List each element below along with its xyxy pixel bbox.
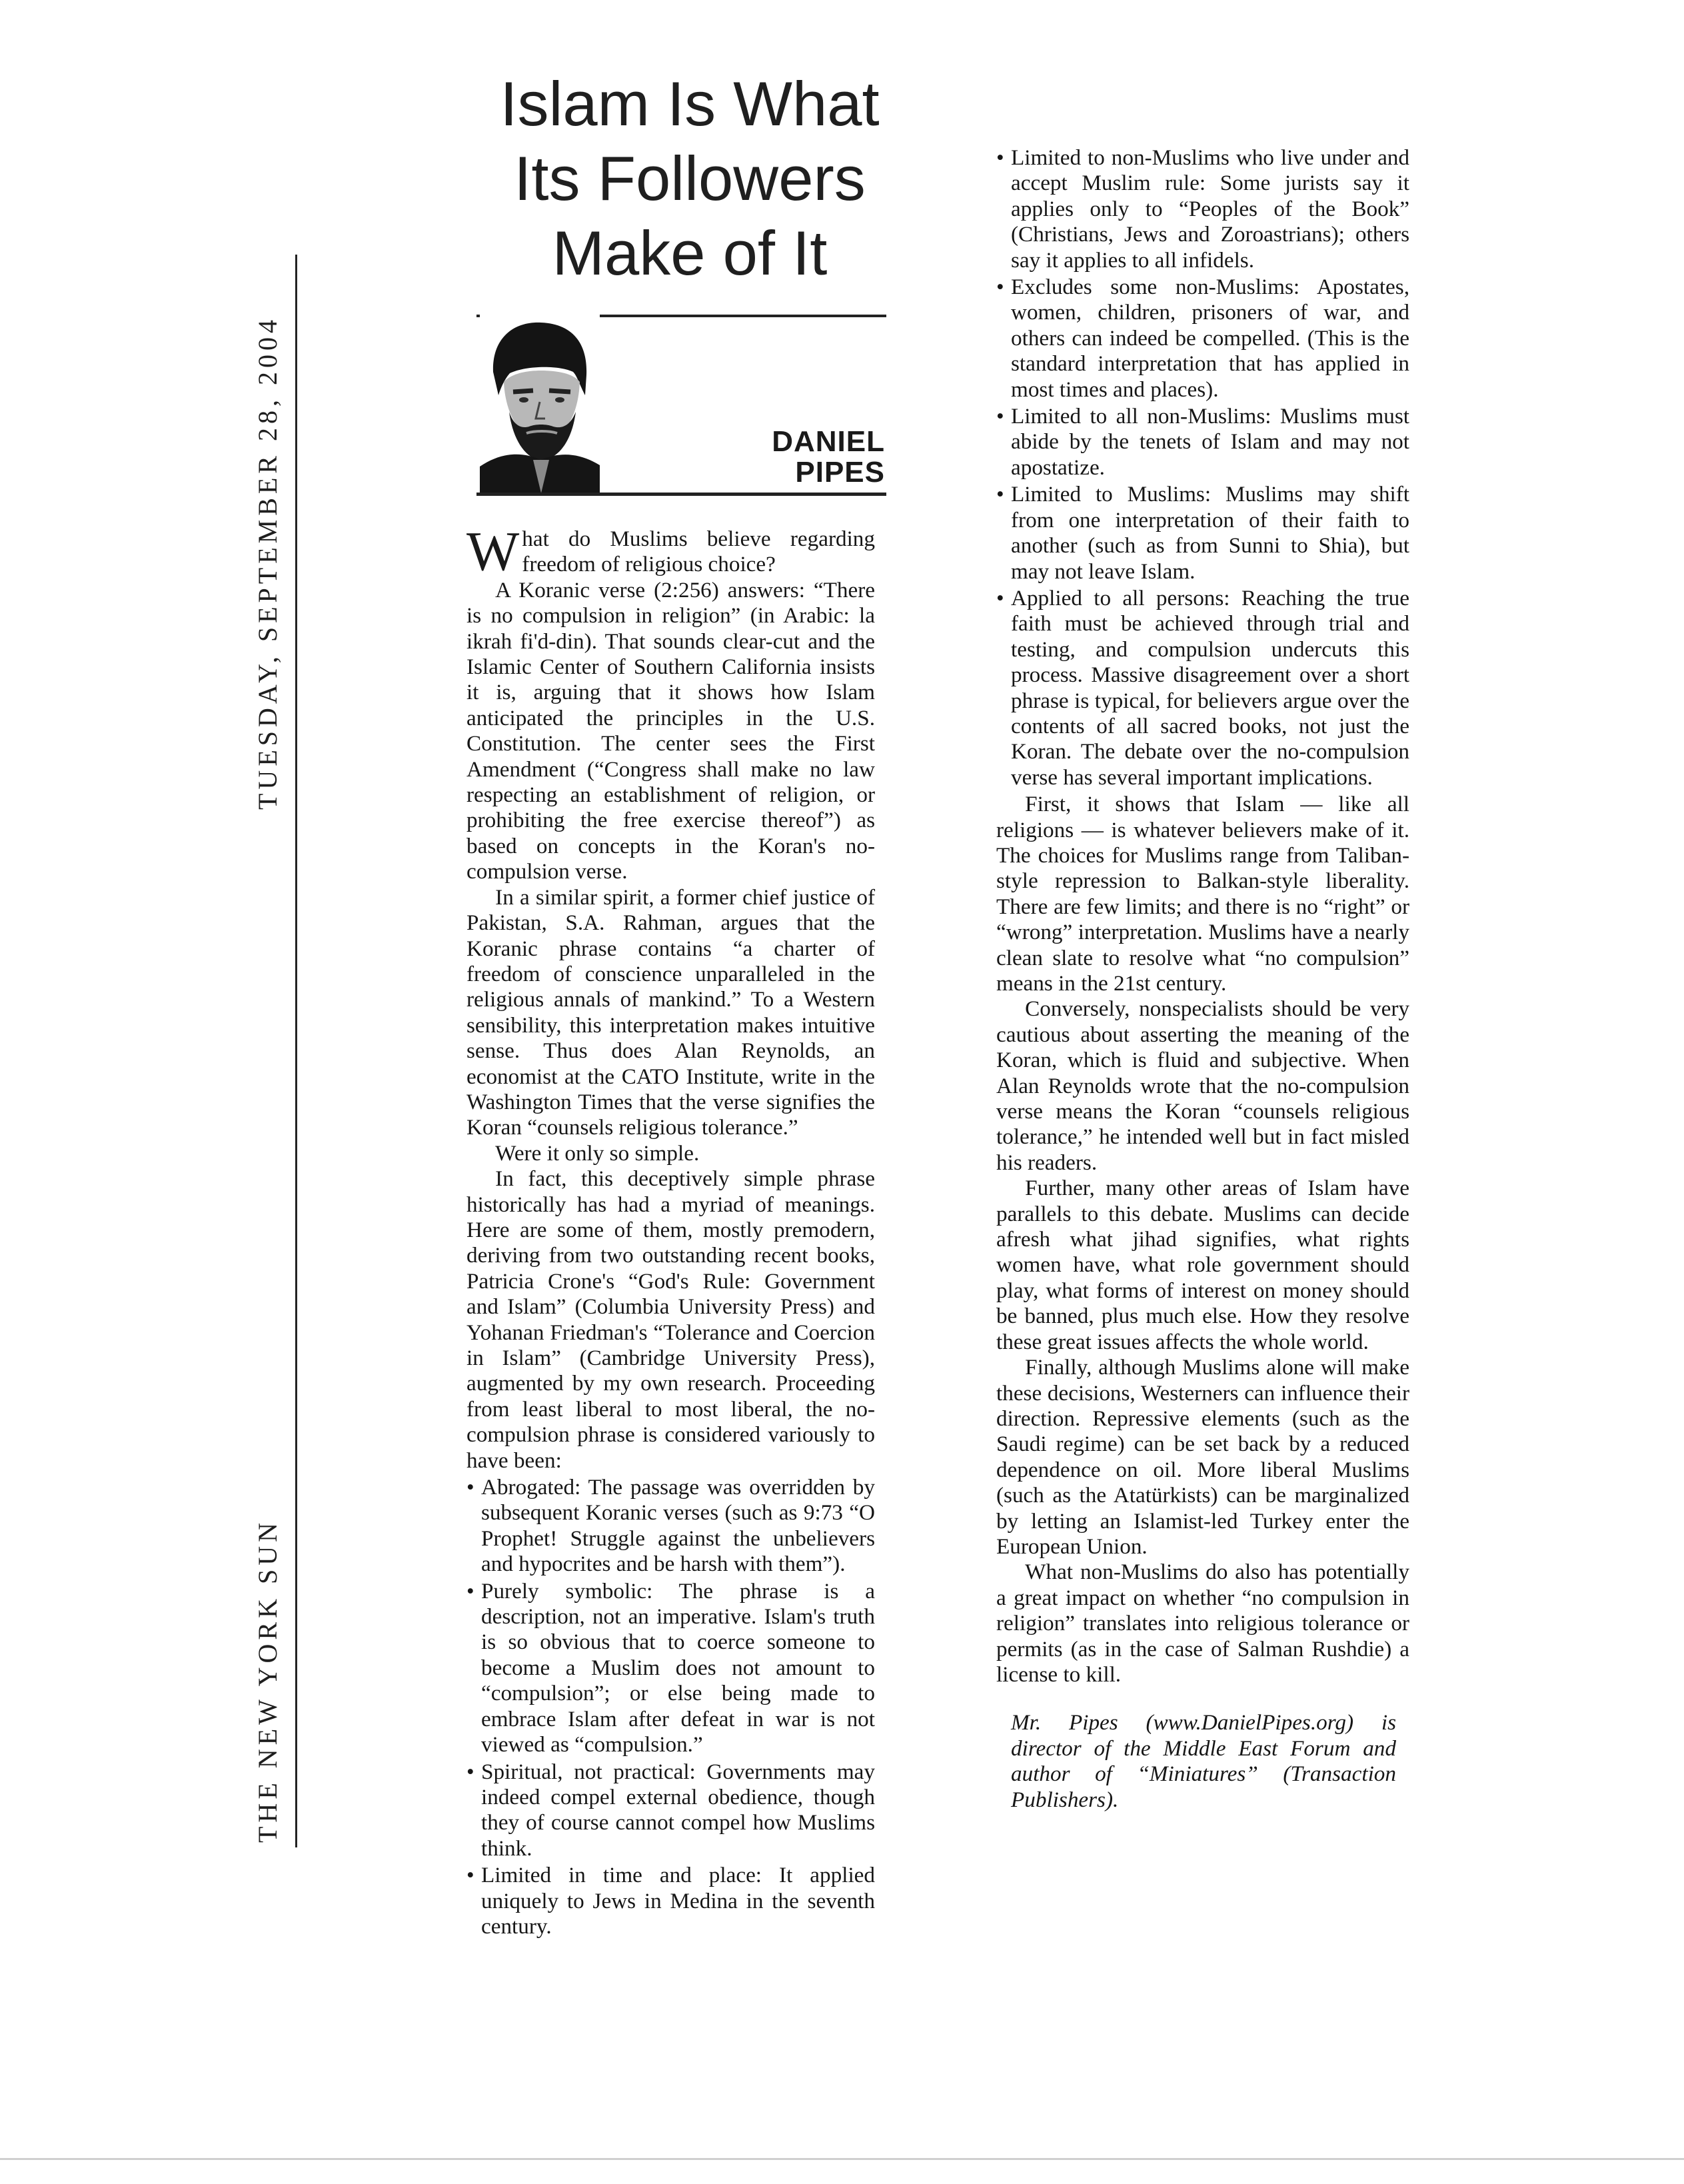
list-item xyxy=(466,1863,875,1939)
article-column-2 xyxy=(996,144,1409,1813)
paragraph: A Koranic verse (2:256) answers: “There is no compulsion in religion” (in Arabic: la ikrah fi'd-din). That sounds clear-cut and the Islamic Center of Southern California insists it is, arguing that it shows how Islam anticipated the principles in the U.S. Constitution. The center sees the First Amendment (“Congress shall make no law respecting an establishment of religion, or prohibiting the free exercise thereof”) as based on concepts in the Koran's no-compulsion verse. xyxy=(466,577,875,884)
bullet-icon: • xyxy=(466,1759,474,1784)
dateline-rule xyxy=(295,255,297,1847)
dateline: TUESDAY, SEPTEMBER 28, 2004 xyxy=(253,316,283,810)
list-item-text: Limited to non-Muslims who live under and accept Muslim rule: Some jurists say it applies only to “Peoples of the Book” (Christians, Jews and Zoroastrians); others say it applies to all infidels. xyxy=(1011,145,1409,273)
paragraph: First, it shows that Islam — like all religions — is whatever believers make of it. The choices for Muslims range from Taliban-style repression to Balkan-style liberality. There are few limits; and there is no “right” or “wrong” interpretation. Muslims have a nearly clean slate to resolve what “no compulsion” means in the 21st century. xyxy=(996,792,1409,996)
author-first-name: DANIEL xyxy=(772,425,885,458)
author-bio: Mr. Pipes (www.DanielPipes.org) is director of the Middle East Forum and author of “Miniatures” (Transaction Publishers). xyxy=(1011,1710,1396,1812)
list-item-text: Limited to Muslims: Muslims may shift from one interpretation of their faith to another (such as from Sunni to Shia), but may not leave Islam. xyxy=(1011,482,1409,584)
list-item xyxy=(466,1579,875,1758)
list-item-text: Excludes some non-Muslims: Apostates, women, children, prisoners of war, and others can indeed be compelled. (This is the standard interpretation that has applied in most times and places). xyxy=(1011,275,1409,402)
bullet-icon: • xyxy=(466,1475,474,1500)
paragraph: Conversely, nonspecialists should be very cautious about asserting the meaning of the Koran, which is fluid and subjective. When Alan Reynolds wrote that the no-compulsion verse means the Koran “counsels religious tolerance,” he intended well but in fact misled his readers. xyxy=(996,996,1409,1175)
paragraph: Were it only so simple. xyxy=(495,1140,700,1166)
author-byline xyxy=(753,427,885,488)
bullet-icon: • xyxy=(996,145,1004,170)
list-item xyxy=(466,1475,875,1578)
bullet-icon: • xyxy=(996,482,1004,507)
paragraph: Finally, although Muslims alone will make these decisions, Westerners can influence their direction. Repressive elements (such as the Saudi regime) can be set back by a reduced dependence on oil. More liberal Muslims (such as the Atatürkists) can be marginalized by letting an Islamist-led Turkey enter the European Union. xyxy=(996,1355,1409,1559)
article-column-1 xyxy=(466,521,875,1941)
list-item xyxy=(996,586,1409,790)
paragraph: In a similar spirit, a former chief justice of Pakistan, S.A. Rahman, argues that the Koranic phrase contains “a charter of freedom of conscience unparalleled in the religious annals of mankind.” To a Western sensibility, this interpretation makes intuitive sense. Thus does Alan Reynolds, an economist at the CATO Institute, write in the Washington Times that the verse signifies the Koran “counsels religious tolerance.” xyxy=(466,884,875,1140)
author-last-name: PIPES xyxy=(795,456,885,489)
headline xyxy=(426,67,953,291)
list-item-text: Abrogated: The passage was overridden by subsequent Koranic verses (such as 9:73 “O Prophet! Struggle against the unbelievers and hypocrites and be harsh with them”). xyxy=(481,1475,875,1577)
lead-text: hat do Muslims believe regarding freedom of religious choice? xyxy=(522,527,875,577)
bullet-icon: • xyxy=(466,1578,474,1604)
headline-line-3: Make of It xyxy=(552,218,828,288)
byline-bottom-rule xyxy=(476,493,886,496)
lead-paragraph xyxy=(466,521,875,582)
paragraph: What non-Muslims do also has potentially a great impact on whether “no compulsion in religion” translates into religious tolerance or permits (as in the case of Salman Rushdie) a license to kill. xyxy=(996,1560,1409,1687)
author-photo xyxy=(480,312,600,493)
list-item-text: Purely symbolic: The phrase is a description, not an imperative. Islam's truth is so obvious that to coerce someone to become a Muslim does not amount to “compulsion”; or else being made to embrace Islam after defeat in war is not viewed as “compulsion.” xyxy=(481,1578,875,1757)
interpretation-list-continued xyxy=(996,145,1409,790)
list-item-text: Limited in time and place: It applied uniquely to Jews in Medina in the seventh century. xyxy=(481,1863,875,1939)
bullet-icon: • xyxy=(996,404,1004,429)
paragraph: In fact, this deceptively simple phrase historically has had a myriad of meanings. Here are some of them, mostly premodern, deriving from two outstanding recent books, Patricia Crone's “God's Rule: Government and Islam” (Columbia University Press) and Yohanan Friedman's “Tolerance and Coercion in Islam” (Cambridge University Press), augmented by my own research. Proceeding from least liberal to most liberal, the no-compulsion phrase is considered variously to have been: xyxy=(466,1166,875,1473)
bullet-icon: • xyxy=(996,585,1004,610)
headline-line-2: Its Followers xyxy=(514,143,866,213)
list-item xyxy=(466,1759,875,1862)
drop-cap: W xyxy=(466,521,520,582)
interpretation-list xyxy=(466,1475,875,1939)
headline-line-1: Islam Is What xyxy=(500,69,880,139)
list-item-text: Spiritual, not practical: Governments may indeed compel external obedience, though they of course cannot compel how Muslims think. xyxy=(481,1759,875,1861)
list-item-text: Limited to all non-Muslims: Muslims must abide by the tenets of Islam and may not apostatize. xyxy=(1011,404,1409,480)
list-item xyxy=(996,145,1409,273)
bullet-icon: • xyxy=(996,275,1004,300)
scan-edge xyxy=(0,2158,1684,2160)
list-item xyxy=(996,482,1409,584)
list-item xyxy=(996,275,1409,403)
list-item-text: Applied to all persons: Reaching the true faith must be achieved through trial and testing, and compulsion undercuts this process. Massive disagreement over a short phrase is typical, for believers argue over the contents of all sacred books, not just the Koran. The debate over the no-compulsion verse has several important implications. xyxy=(1011,585,1409,790)
list-item xyxy=(996,404,1409,481)
publication-name: THE NEW YORK SUN xyxy=(253,1519,283,1843)
paragraph: Further, many other areas of Islam have parallels to this debate. Muslims can decide afresh what jihad signifies, what rights women have, what role government should play, what forms of interest on money should be banned, plus much else. How they resolve these great issues affects the whole world. xyxy=(996,1176,1409,1354)
bullet-icon: • xyxy=(466,1863,474,1888)
